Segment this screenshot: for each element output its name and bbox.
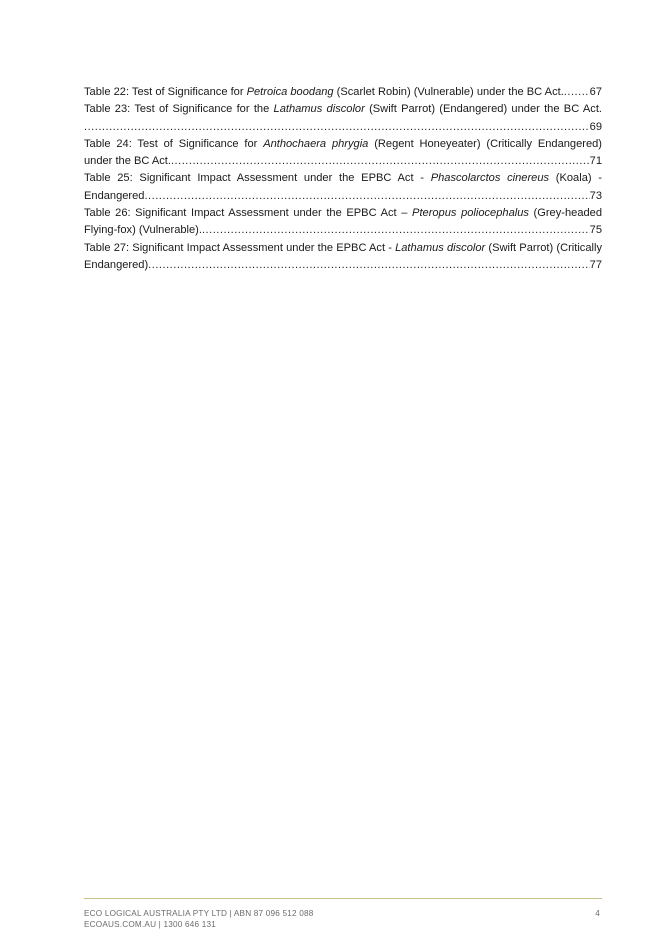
toc-title-text: Endangered	[84, 189, 145, 202]
toc-page-number: 67	[589, 86, 602, 98]
species-name: Lathamus discolor	[273, 103, 365, 116]
toc-title-text: Table 27: Significant Impact Assessment under the EPBC Act -	[84, 241, 396, 254]
toc-title-text: Flying-fox) (Vulnerable).	[84, 224, 202, 237]
dot-leader	[148, 257, 590, 274]
species-name: Anthochaera phrygia	[263, 137, 369, 150]
toc-page-number: 75	[589, 224, 602, 237]
toc-entry[interactable]	[84, 240, 602, 275]
toc-entry-line	[84, 170, 602, 187]
toc-title-text: Table 23: Test of Significance for the	[84, 103, 274, 116]
species-name: Petroica boodang	[246, 86, 334, 98]
toc-entry-line	[84, 188, 602, 205]
toc-entry-text	[84, 84, 564, 101]
toc-entry[interactable]	[84, 205, 602, 240]
toc-entry-text	[84, 257, 148, 274]
page-footer	[84, 898, 602, 930]
toc-page-number: 71	[589, 155, 602, 168]
dot-leader	[171, 153, 590, 170]
toc-entry-line	[84, 205, 602, 222]
species-name: Phascolarctos cinereus	[430, 172, 550, 185]
toc-title-text: Endangered)	[84, 258, 149, 271]
toc-entry-text	[84, 172, 602, 184]
toc-entry-text	[84, 103, 602, 115]
toc-page-number: 77	[589, 258, 602, 271]
toc-title-text: (Regent Honeyeater) (Critically Endangered)	[368, 137, 602, 150]
toc-entry-line	[84, 222, 602, 239]
toc-entry-line	[84, 257, 602, 274]
dot-leader	[84, 119, 590, 136]
toc-entry[interactable]	[84, 136, 602, 171]
toc-entry-text	[84, 222, 202, 239]
toc-title-text: Table 24: Test of Significance for	[84, 137, 264, 150]
toc-entry-text	[84, 207, 602, 219]
dot-leader	[144, 188, 589, 205]
toc-entry-line	[84, 119, 602, 136]
toc-entry-line	[84, 84, 602, 101]
toc-title-text: (Koala) -	[549, 172, 602, 185]
footer-company: ECO LOGICAL AUSTRALIA PTY LTD | ABN 87 096 512 088	[84, 909, 314, 918]
toc-title-text: (Swift Parrot) (Critically	[485, 241, 602, 254]
toc-title-text: under the BC Act.	[84, 155, 171, 168]
toc-title-text: Table 26: Significant Impact Assessment under the EPBC Act –	[84, 207, 413, 220]
dot-leader	[564, 84, 590, 101]
toc-entry-text	[84, 188, 144, 205]
toc-entry[interactable]	[84, 84, 602, 101]
dot-leader	[202, 222, 590, 239]
table-of-contents	[84, 84, 602, 274]
toc-title-text: (Grey-headed	[528, 207, 602, 220]
toc-title-text: (Scarlet Robin) (Vulnerable) under the BC Act.	[333, 86, 564, 98]
footer-contact: ECOAUS.COM.AU | 1300 646 131	[84, 920, 216, 929]
toc-entry-line	[84, 136, 602, 153]
toc-title-text: Table 22: Test of Significance for	[84, 86, 247, 98]
toc-entry-line	[84, 101, 602, 118]
toc-title-text: Table 25: Significant Impact Assessment under the EPBC Act -	[84, 172, 431, 185]
toc-entry-text	[84, 138, 602, 150]
page-number: 4	[595, 909, 600, 918]
toc-entry-line	[84, 153, 602, 170]
toc-entry-text	[84, 153, 171, 170]
toc-title-text: (Swift Parrot) (Endangered) under the BC Act.	[364, 103, 602, 116]
species-name: Lathamus discolor	[395, 241, 486, 254]
toc-entry-line	[84, 240, 602, 257]
toc-entry[interactable]	[84, 101, 602, 136]
species-name: Pteropus poliocephalus	[412, 207, 529, 220]
toc-entry-text	[84, 242, 602, 254]
toc-page-number: 69	[589, 120, 602, 133]
toc-entry[interactable]	[84, 170, 602, 205]
toc-page-number: 73	[589, 189, 602, 202]
